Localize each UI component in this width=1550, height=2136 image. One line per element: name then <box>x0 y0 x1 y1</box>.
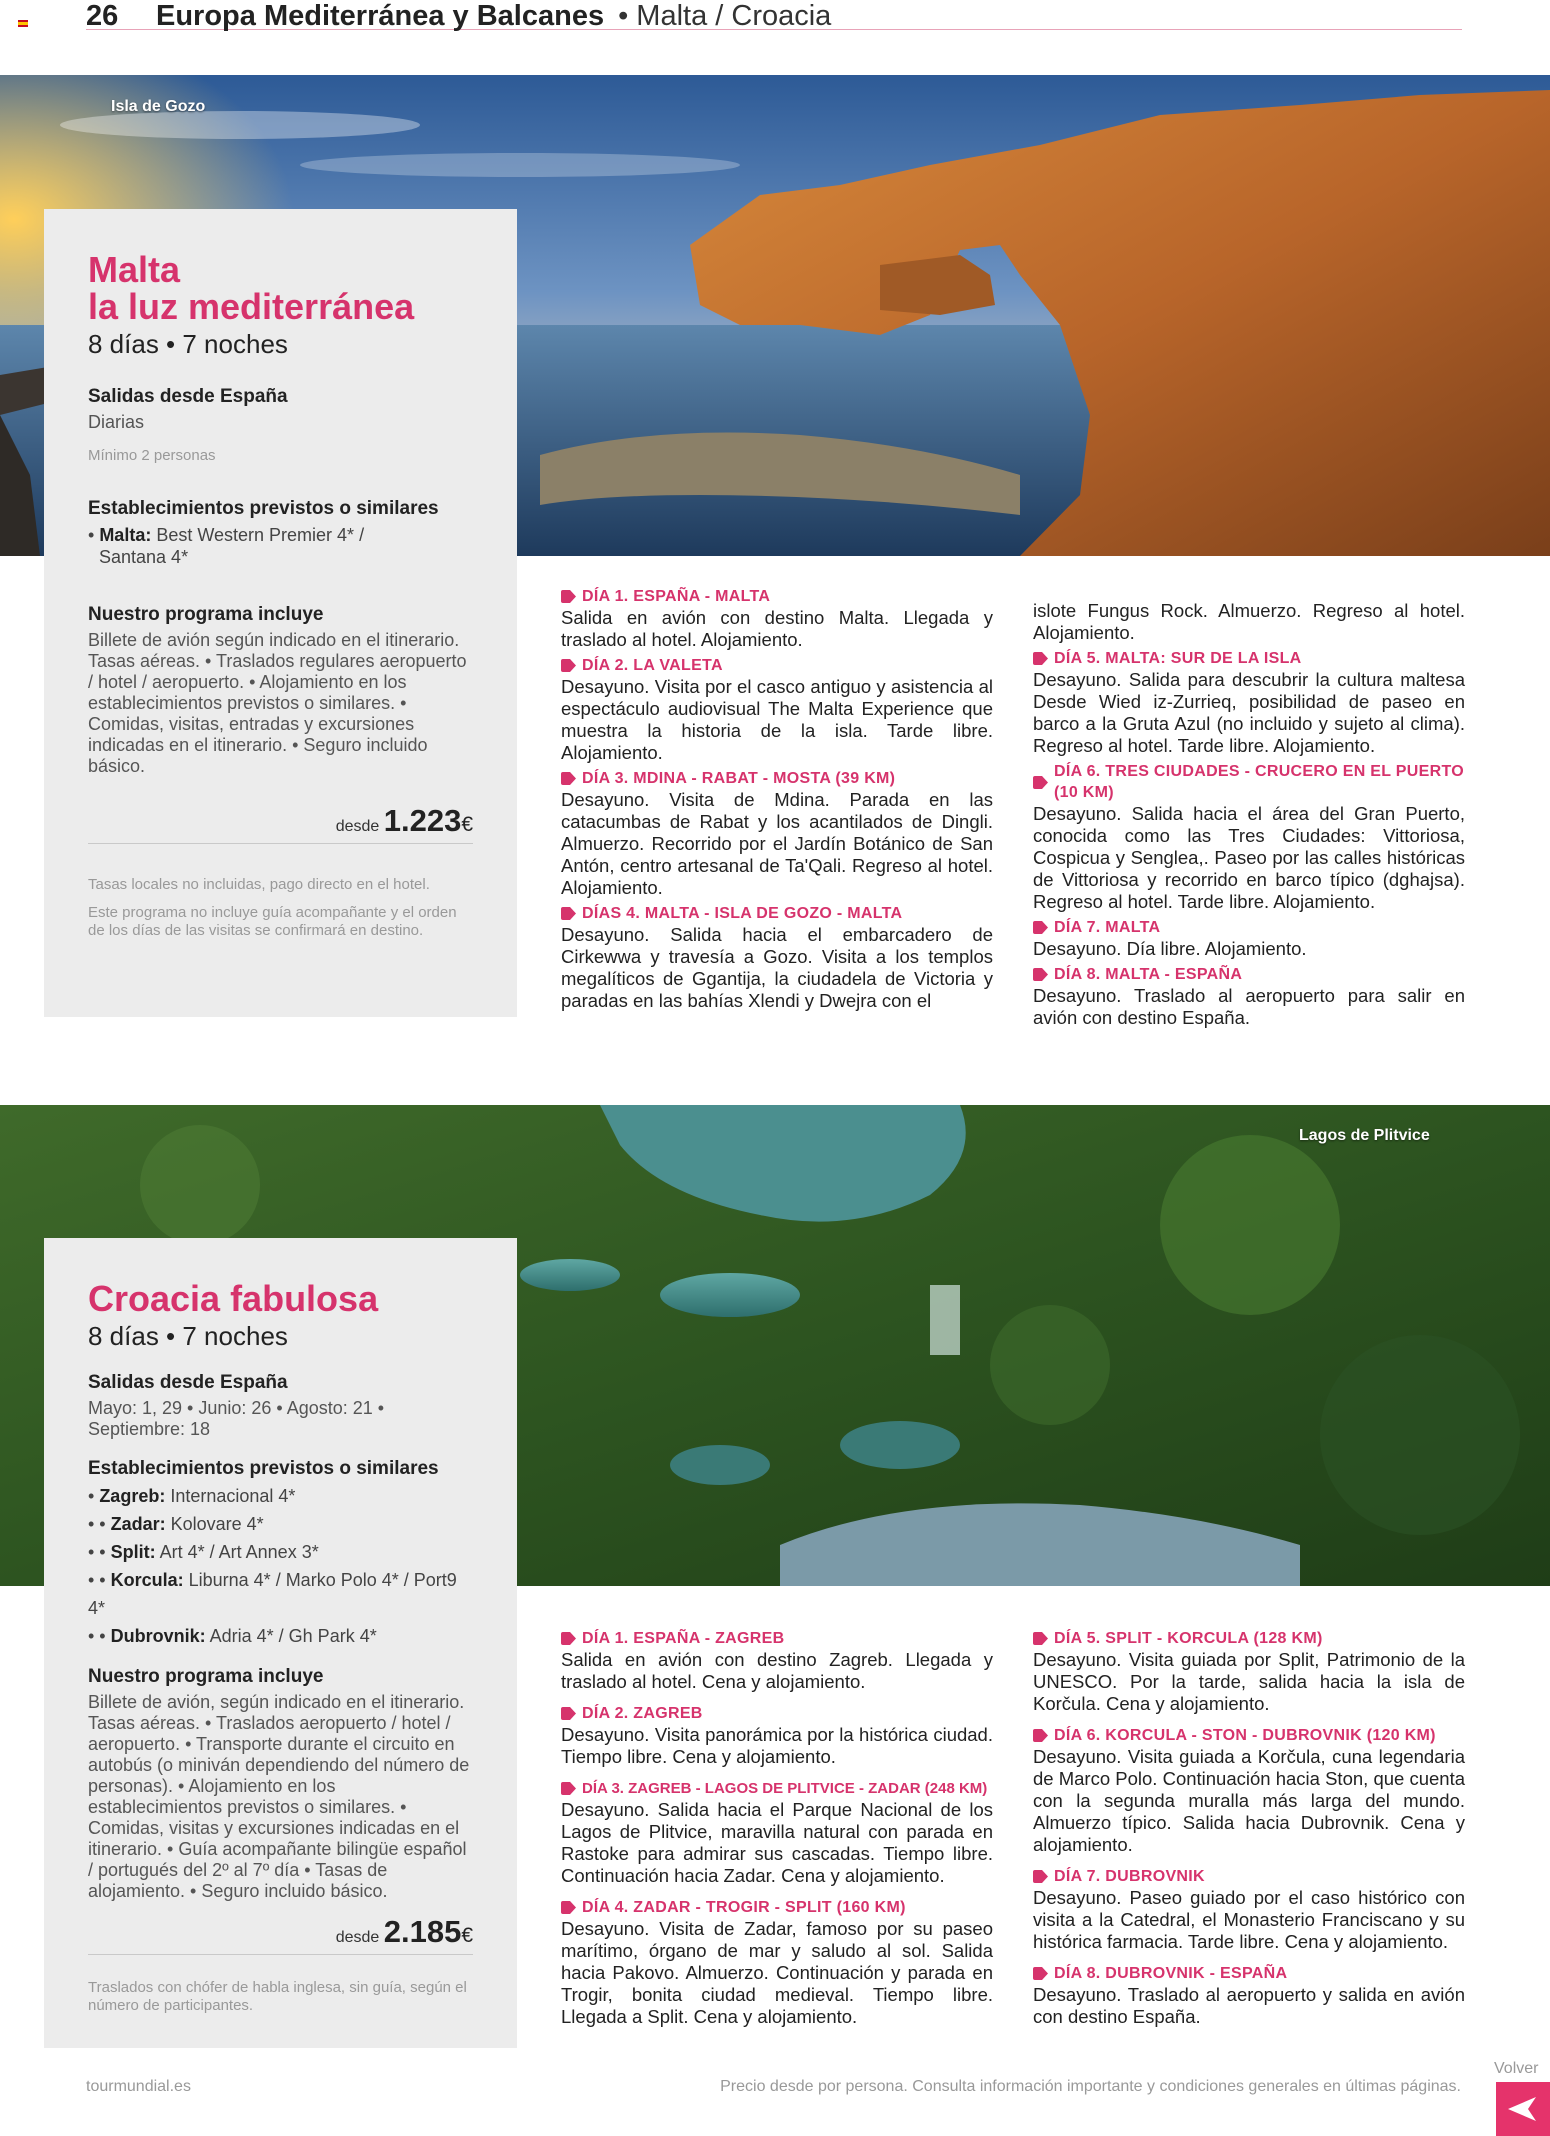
price-label: desde <box>335 818 380 835</box>
arrow-tag-icon <box>561 590 576 603</box>
arrow-tag-icon <box>561 1782 576 1795</box>
croacia-title: Croacia fabulosa <box>88 1278 379 1319</box>
hotel-line: • • Korcula: Liburna 4* / Marko Polo 4* / Port9 4* <box>88 1570 457 1618</box>
malta-itinerary-col1 <box>561 586 993 1012</box>
itinerary-day: DÍAS 4. MALTA - ISLA DE GOZO - MALTA Desayuno. Salida hacia el embarcadero de Cirkewwa y travesía a Gozo. Visita a los templos megalíticos de Ggantija, la ciudadela de Victoria y paradas en las bahías Xlendi y Dwejra con el <box>561 905 993 1011</box>
price-currency: € <box>461 1924 473 1947</box>
hotel-city: Split: <box>110 1542 156 1562</box>
malta-price-row <box>88 803 473 844</box>
itinerary-day: DÍA 1. ESPAÑA - ZAGREB Salida en avión con destino Zagreb. Llegada y traslado al hotel. Cena y alojamiento. <box>561 1630 993 1692</box>
price-label: desde <box>335 1929 380 1946</box>
itinerary-day: DÍA 8. MALTA - ESPAÑA Desayuno. Traslado al aeropuerto para salir en avión con destino España. <box>1033 966 1465 1028</box>
itinerary-day: DÍA 3. MDINA - RABAT - MOSTA (39 KM) Desayuno. Visita de Mdina. Parada en las catacumbas de Rabat y los acantilados de Dingli. Almuerzo. Recorrido por el Jardín Botánico de San Antón, centro artesanal de Ta'Qali. Regreso al hotel. Alojamiento. <box>561 770 993 898</box>
itinerary-day: DÍA 6. TRES CIUDADES - CRUCERO EN EL PUERTO (10 KM) Desayuno. Salida hacia el área del Gran Puerto, conocida como las Tres Ciudades: Vittoriosa, Cospicua y Senglea,. Paseo por las calles históricas de Vittoriosa y recorrido en barco típico (dghajsa). Regreso al hotel. Tarde libre. Alojamiento. <box>1033 763 1465 912</box>
itinerary-day: DÍA 3. ZAGREB - LAGOS DE PLITVICE - ZADAR (248 KM) Desayuno. Salida hacia el Parque Nacional de los Lagos de Plitvice, maravilla natural con parada en Rastoke para admirar sus cascadas. Tiempo libre. Continuación hacia Zadar. Cena y alojamiento. <box>561 1780 993 1886</box>
croacia-itinerary-col2 <box>1033 1628 1465 2028</box>
arrow-tag-icon <box>561 659 576 672</box>
page-title: Europa Mediterránea y Balcanes <box>156 0 605 32</box>
malta-info-box <box>44 209 517 1017</box>
itinerary-day: DÍA 5. SPLIT - KORCULA (128 KM) Desayuno. Visita guiada por Split, Patrimonio de la UNESCO. Por la tarde, salida hacia la isla de Korčula. Cena y alojamiento. <box>1033 1630 1465 1714</box>
arrow-tag-icon <box>1033 968 1048 981</box>
arrow-tag-icon <box>1033 652 1048 665</box>
price-currency: € <box>461 813 473 836</box>
croacia-includes-text: Billete de avión, según indicado en el itinerario. Tasas aéreas. • Traslados aeropuerto / hotel / aeropuerto. • Transporte durante el circuito en autobús (o miniván dependiendo del número de personas). • Alojamiento en los establecimientos previstos o similares. • Comidas, visitas y excursiones indicadas en el itinerario. • Guía acompañante bilingüe español / portugués del 2º al 7º día • Tasas de alojamiento. • Seguro incluido básico. <box>88 1692 470 1901</box>
croacia-departures-heading: Salidas desde España <box>88 1372 288 1393</box>
croacia-note: Traslados con chófer de habla inglesa, sin guía, según el número de participantes. <box>88 1979 467 2014</box>
malta-note-guide: Este programa no incluye guía acompañante y el orden de los días de las visitas se confirmará en destino. <box>88 904 457 939</box>
hotel-city: Korcula: <box>110 1570 184 1590</box>
arrow-tag-icon <box>561 907 576 920</box>
back-arrow-icon <box>1508 2096 1538 2122</box>
flag-icon <box>18 20 28 27</box>
itinerary-day: DÍA 7. DUBROVNIK Desayuno. Paseo guiado por el caso histórico con visita a la Catedral, el Monasterio Franciscano y su histórica farmacia. Tarde libre. Cena y alojamiento. <box>1033 1868 1465 1952</box>
page-header <box>86 0 1462 30</box>
arrow-tag-icon <box>561 1632 576 1645</box>
croacia-info-box <box>44 1238 517 2048</box>
arrow-tag-icon <box>561 1901 576 1914</box>
hotel-city: Dubrovnik: <box>110 1626 206 1646</box>
arrow-tag-icon <box>1033 776 1048 789</box>
itinerary-day: DÍA 8. DUBROVNIK - ESPAÑA Desayuno. Traslado al aeropuerto y salida en avión con destino España. <box>1033 1965 1465 2027</box>
itinerary-day: DÍA 1. ESPAÑA - MALTA Salida en avión con destino Malta. Llegada y traslado al hotel. Alojamiento. <box>561 588 993 650</box>
croacia-includes-heading: Nuestro programa incluye <box>88 1666 324 1687</box>
itinerary-day: DÍA 2. LA VALETA Desayuno. Visita por el casco antiguo y asistencia al espectáculo audiovisual The Malta Experience que muestra la historia de la isla. Tarde libre. Alojamiento. <box>561 657 993 763</box>
croacia-price-row <box>88 1914 473 1955</box>
malta-photo-caption: Isla de Gozo <box>111 98 206 115</box>
malta-departures-text: Diarias <box>88 412 145 432</box>
hotel-line: • • Zadar: Kolovare 4* <box>88 1514 264 1534</box>
arrow-tag-icon <box>1033 921 1048 934</box>
croacia-itinerary-col1 <box>561 1628 993 2028</box>
arrow-tag-icon <box>561 1707 576 1720</box>
malta-includes-text: Billete de avión según indicado en el itinerario. Tasas aéreas. • Traslados regulares aeropuerto / hotel / aeropuerto. • Alojamiento en los establecimientos previstos o similares. • Comidas, visitas, entradas y excursiones indicadas en el itinerario. • Seguro incluido básico. <box>88 630 467 776</box>
croacia-hotel-list <box>88 1482 473 1650</box>
arrow-tag-icon <box>1033 1967 1048 1980</box>
arrow-tag-icon <box>1033 1632 1048 1645</box>
malta-note-taxes: Tasas locales no incluidas, pago directo en el hotel. <box>88 876 430 893</box>
hotel-line: • Zagreb: Internacional 4* <box>88 1486 296 1506</box>
price-value: 2.185 <box>383 1914 462 1949</box>
malta-itinerary-col2 <box>1033 600 1465 1029</box>
malta-title-line2: la luz mediterránea <box>88 286 415 327</box>
arrow-tag-icon <box>1033 1870 1048 1883</box>
malta-duration: 8 días • 7 noches <box>88 329 288 359</box>
malta-includes-heading: Nuestro programa incluye <box>88 604 324 625</box>
malta-hotels-heading: Establecimientos previstos o similares <box>88 498 439 519</box>
malta-departures-heading: Salidas desde España <box>88 386 288 407</box>
arrow-tag-icon <box>561 772 576 785</box>
arrow-tag-icon <box>1033 1729 1048 1742</box>
itinerary-day: DÍA 6. KORCULA - STON - DUBROVNIK (120 KM) Desayuno. Visita guiada a Korčula, cuna legendaria de Marco Polo. Continuación hacia Ston, que cuenta con la segunda muralla más larga del mundo. Almuerzo típico. Salida hacia Dubrovnik. Cena y alojamiento. <box>1033 1727 1465 1855</box>
hotel-city: Zadar: <box>110 1514 166 1534</box>
page-number: 26 <box>86 0 119 32</box>
malta-title-line1: Malta <box>88 249 181 290</box>
itinerary-day: DÍA 5. MALTA: SUR DE LA ISLA Desayuno. Salida para descubrir la cultura maltesa Desde Wied iz-Zurrieq, posibilidad de paseo en barco a la Gruta Azul (no incluido y sujeto al clima). Regreso al hotel. Tarde libre. Alojamiento. <box>1033 650 1465 756</box>
malta-min-persons: Mínimo 2 personas <box>88 447 216 464</box>
footer-disclaimer: Precio desde por persona. Consulta información importante y condiciones generales en últimas páginas. <box>720 2078 1461 2095</box>
hotel-line: • • Dubrovnik: Adria 4* / Gh Park 4* <box>88 1626 377 1646</box>
hotel-city: Malta: <box>99 525 152 545</box>
hotel-city: Zagreb: <box>99 1486 166 1506</box>
footer-site-link[interactable]: tourmundial.es <box>86 2078 191 2095</box>
itinerary-day: DÍA 2. ZAGREB Desayuno. Visita panorámica por la histórica ciudad. Tiempo libre. Cena y alojamiento. <box>561 1705 993 1767</box>
croacia-photo-caption: Lagos de Plitvice <box>1299 1127 1430 1144</box>
itinerary-day: DÍA 7. MALTA Desayuno. Día libre. Alojamiento. <box>1033 919 1307 959</box>
price-value: 1.223 <box>383 803 462 838</box>
croacia-departures-text: Mayo: 1, 29 • Junio: 26 • Agosto: 21 • Septiembre: 18 <box>88 1398 385 1439</box>
volver-label: Volver <box>1494 2060 1539 2077</box>
croacia-hotels-heading: Establecimientos previstos o similares <box>88 1458 439 1479</box>
itinerary-continuation: islote Fungus Rock. Almuerzo. Regreso al hotel. Alojamiento. <box>1033 600 1465 643</box>
itinerary-day: DÍA 4. ZADAR - TROGIR - SPLIT (160 KM) Desayuno. Visita de Zadar, famoso por su paseo marítimo, órgano de mar y saludo al sol. Salida hacia Pakovo. Almuerzo. Continuación y parada en Trogir, bonita ciudad medieval. Tiempo libre. Llegada a Split. Cena y alojamiento. <box>561 1899 993 2027</box>
malta-hotel-line: • Malta: Best Western Premier 4* / Santana 4* <box>88 525 365 567</box>
croacia-duration: 8 días • 7 noches <box>88 1321 288 1351</box>
hotel-line: • • Split: Art 4* / Art Annex 3* <box>88 1542 319 1562</box>
page-subtitle: • Malta / Croacia <box>618 0 832 32</box>
volver-button[interactable] <box>1496 2082 1550 2136</box>
